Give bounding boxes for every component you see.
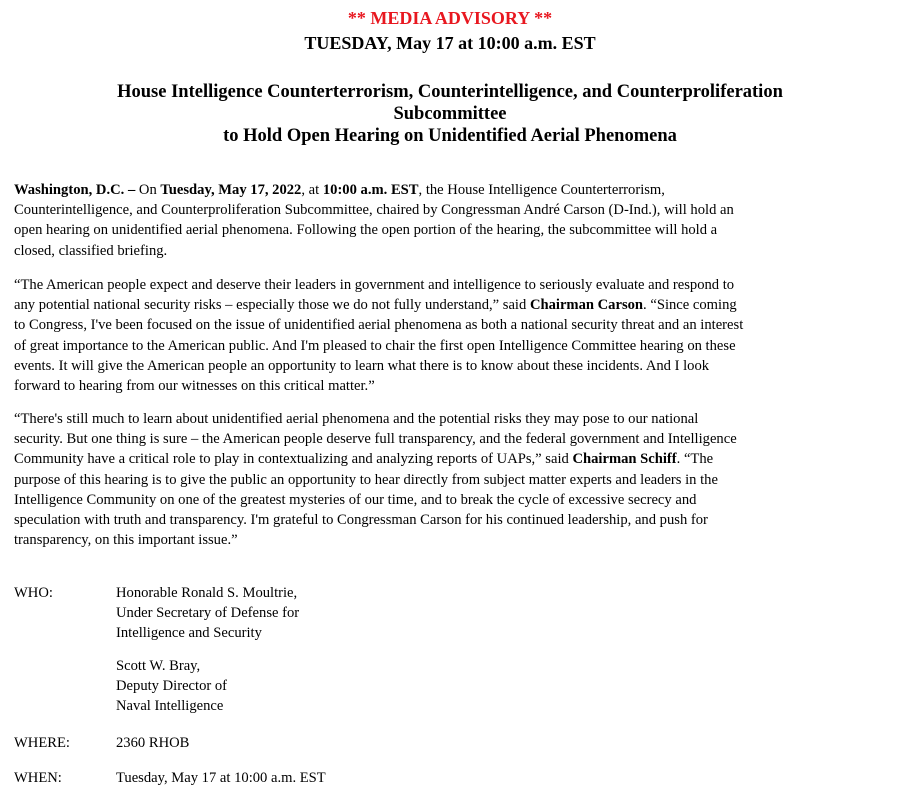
schiff-quote-line-2: security. But one thing is sure – the American people deserve full transparency, and the federal government and Intelligence <box>14 431 737 448</box>
intro-paragraph <box>14 180 888 261</box>
schiff-quote-paragraph <box>14 409 888 550</box>
intro-line-3: open hearing on unidentified aerial phenomena. Following the open portion of the hearing, the subcommittee will hold a <box>14 222 718 239</box>
headline-line-1: House Intelligence Counterterrorism, Counterintelligence, and Counterproliferation <box>117 82 783 102</box>
witness-moultrie-title-2: Intelligence and Security <box>116 625 262 642</box>
schiff-quote-line-6: speculation with truth and transparency. I'm grateful to Congressman Carson for his continued leadership, and push for <box>14 512 708 529</box>
intro-line-4: closed, classified briefing. <box>14 242 168 259</box>
chairman-carson-name: Chairman Carson <box>529 297 644 314</box>
advisory-banner: ** MEDIA ADVISORY ** <box>347 8 553 28</box>
where-value: 2360 RHOB <box>116 735 190 751</box>
carson-quote-line-5: events. It will give the American people an opportunity to learn what there is to know about these incidents. And I look <box>14 357 710 374</box>
carson-quote-line-3: to Congress, I've been focused on the issue of unidentified aerial phenomena as both a national security threat and an interest <box>14 317 744 334</box>
carson-quote-line-2: any potential national security risks – especially those we do not fully understand,” said Chairman Carson. “Since coming <box>14 297 737 314</box>
schiff-quote-line-4: purpose of this hearing is to give the public an opportunity to hear directly from subject matter experts and leaders in the <box>14 471 718 488</box>
when-value: Tuesday, May 17 at 10:00 a.m. EST <box>116 770 326 786</box>
witness-bray-name: Scott W. Bray, <box>116 658 201 674</box>
witness-moultrie-name: Honorable Ronald S. Moultrie, <box>116 585 298 601</box>
intro-line-2: Counterintelligence, and Counterproliferation Subcommittee, chaired by Congressman André Carson (D-Ind.), will hold an <box>14 202 734 219</box>
schiff-quote-line-5: Intelligence Community on one of the greatest mysteries of our time, and to break the cycle of excessive secrecy and <box>14 491 697 508</box>
chairman-schiff-name: Chairman Schiff <box>572 451 677 468</box>
witness-bray-title-1: Deputy Director of <box>116 678 228 695</box>
schiff-quote-line-7: transparency, on this important issue.” <box>14 532 238 549</box>
when-label: WHEN: <box>14 770 62 786</box>
headline-line-3: to Hold Open Hearing on Unidentified Aerial Phenomena <box>223 126 677 146</box>
witness-moultrie-title-1: Under Secretary of Defense for <box>116 605 300 622</box>
carson-quote-line-1: “The American people expect and deserve their leaders in government and intelligence to seriously evaluate and respond to <box>14 277 735 293</box>
hearing-dateline: TUESDAY, May 17 at 10:00 a.m. EST <box>304 33 596 53</box>
carson-quote-line-6: forward to hearing from our witnesses on this critical matter.” <box>14 378 375 395</box>
schiff-quote-line-1: “There's still much to learn about unidentified aerial phenomena and the potential risks they may pose to our national <box>14 411 699 427</box>
headline-line-2: Subcommittee <box>393 104 507 124</box>
witness-bray-title-2: Naval Intelligence <box>116 698 224 715</box>
who-label: WHO: <box>14 585 53 601</box>
schiff-quote-line-3: Community have a critical role to play in contextualizing and analyzing reports of UAPs,” said Chairman Schiff. “The <box>14 451 714 468</box>
witness-moultrie <box>116 583 299 644</box>
press-headline <box>0 81 900 147</box>
carson-quote-paragraph <box>14 275 888 396</box>
intro-line-1: Washington, D.C. – On Tuesday, May 17, 2022, at 10:00 a.m. EST, the House Intelligence Counterterrorism, <box>14 182 665 198</box>
carson-quote-line-4: of great importance to the American public. And I'm pleased to chair the first open Intelligence Committee hearing on these <box>14 337 736 354</box>
where-label: WHERE: <box>14 735 70 751</box>
witness-bray <box>116 656 227 717</box>
